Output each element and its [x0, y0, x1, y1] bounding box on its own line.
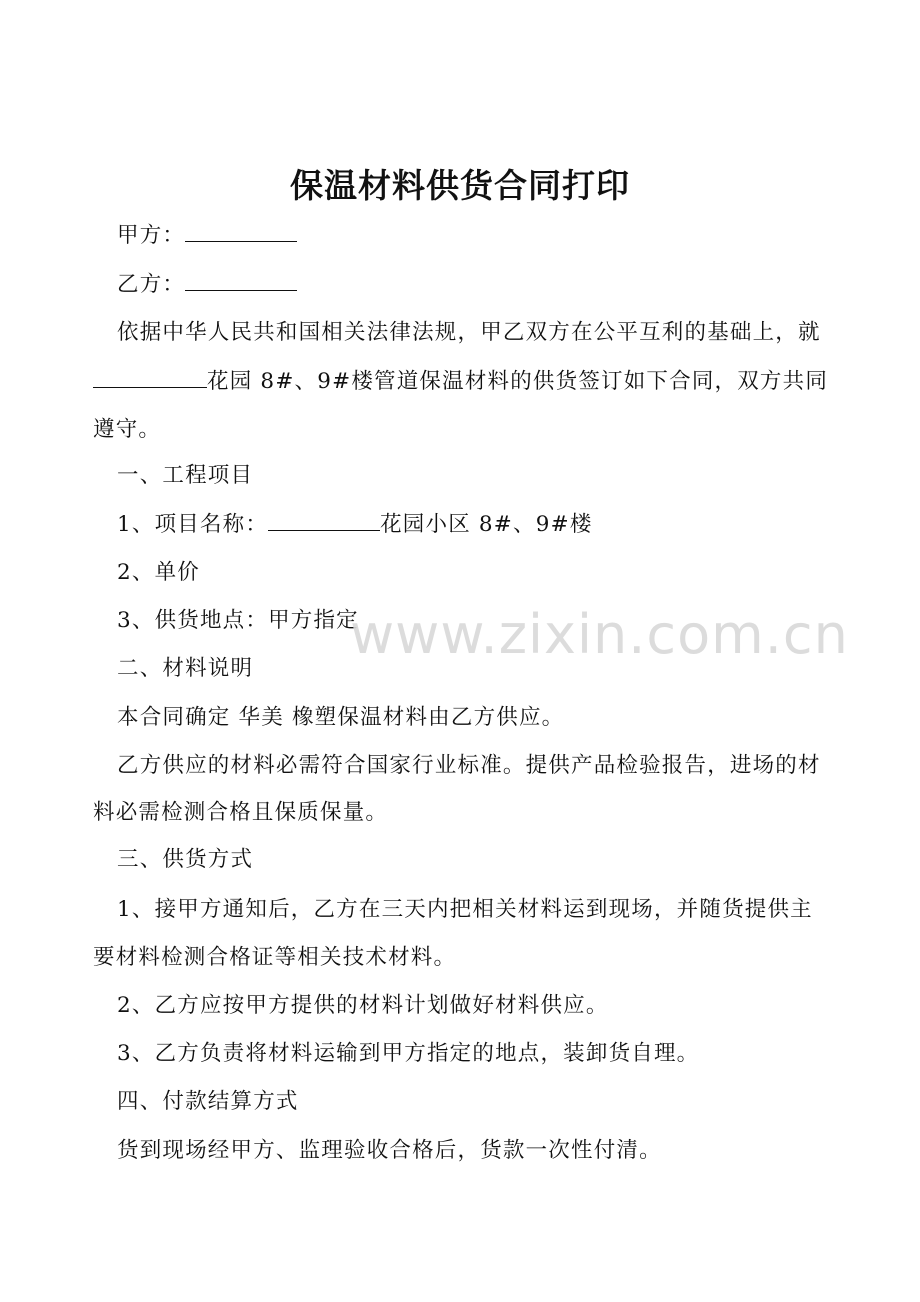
item-3-line: 3、供货地点：甲方指定: [117, 608, 359, 633]
party-a-blank: [185, 221, 297, 242]
item-2-line: 2、单价: [117, 560, 200, 585]
project-name-blank: [93, 367, 207, 388]
party-b-line: [117, 261, 297, 309]
section-4-heading: 四、付款结算方式: [117, 1089, 299, 1114]
item-1-blank: [268, 510, 380, 531]
intro-line-3: 遵守。: [93, 417, 162, 442]
supply-line-2: 2、乙方应按甲方提供的材料计划做好材料供应。: [117, 993, 609, 1018]
payment-line: 货到现场经甲方、监理验收合格后，货款一次性付清。: [117, 1138, 662, 1163]
section-3-heading: 三、供货方式: [117, 847, 254, 872]
intro-line-2-text: 花园 8#、9#楼管道保温材料的供货签订如下合同，双方共同: [207, 369, 829, 394]
supply-line-1a: 1、接甲方通知后，乙方在三天内把相关材料运到现场，并随货提供主: [117, 897, 813, 922]
section-1-heading: 一、工程项目: [117, 463, 254, 488]
intro-line-2: [93, 358, 828, 406]
intro-line-1: 依据中华人民共和国相关法律法规，甲乙双方在公平互利的基础上，就: [117, 320, 821, 345]
material-line-1: 本合同确定 华美 橡塑保温材料由乙方供应。: [117, 705, 565, 730]
material-line-2a: 乙方供应的材料必需符合国家行业标准。提供产品检验报告，进场的材: [117, 753, 821, 778]
party-a-label: 甲方：: [117, 223, 186, 248]
supply-line-3: 3、乙方负责将材料运输到甲方指定的地点，装卸货自理。: [117, 1041, 700, 1066]
party-b-blank: [185, 270, 297, 291]
party-a-line: [117, 212, 297, 260]
watermark-text: www.zixin.com.cn: [350, 603, 849, 666]
party-b-label: 乙方：: [117, 272, 186, 297]
section-2-heading: 二、材料说明: [117, 656, 254, 681]
item-1-suffix: 花园小区 8#、9#楼: [380, 512, 593, 537]
item-1-label: 1、项目名称：: [117, 512, 269, 537]
material-line-2b: 料必需检测合格且保质保量。: [93, 800, 389, 825]
document-title: 保温材料供货合同打印: [290, 166, 630, 205]
supply-line-1b: 要材料检测合格证等相关技术材料。: [93, 945, 457, 970]
item-1-line: [117, 501, 593, 549]
